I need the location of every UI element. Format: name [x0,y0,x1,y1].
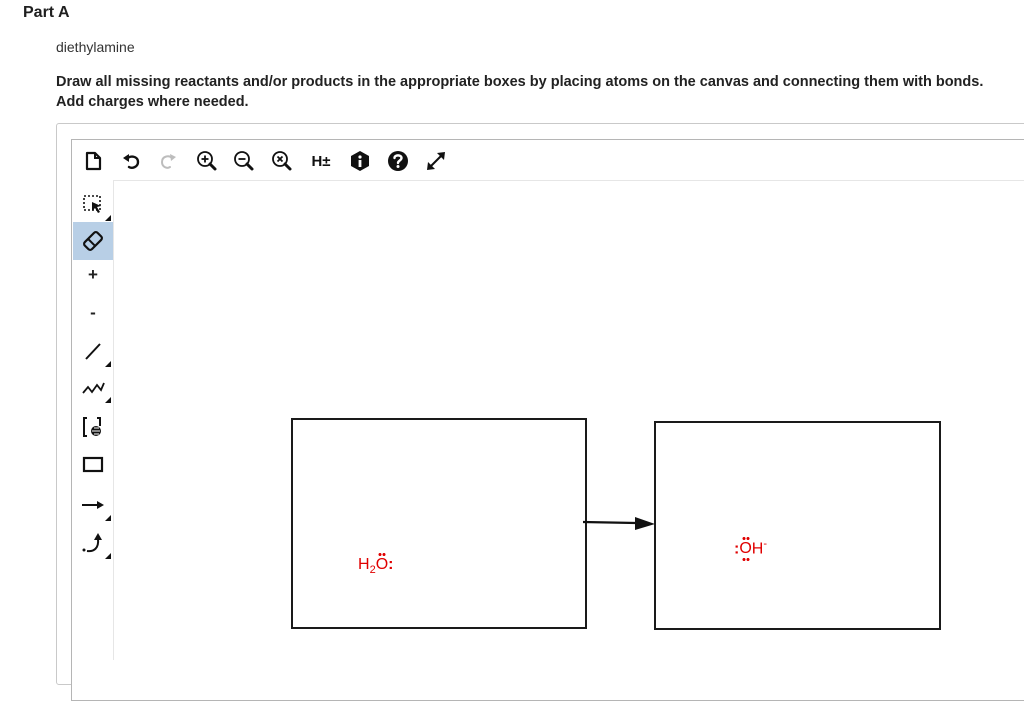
reaction-arrow-button[interactable] [73,486,113,524]
help-icon [386,149,410,173]
negative-charge-button[interactable] [73,294,113,332]
water-molecule[interactable] [358,556,393,576]
hydrogen-label: H [358,556,370,573]
hydroxide-ion[interactable] [734,538,767,558]
rectangle-tool-button[interactable] [73,446,113,484]
zoom-reset-button[interactable] [267,146,297,176]
zoom-in-icon [195,149,219,173]
submenu-indicator-icon [105,515,111,521]
drawing-canvas[interactable] [114,181,1024,661]
lone-pair: : [734,540,740,558]
eraser-icon [80,228,106,254]
eraser-tool-button[interactable] [73,222,113,260]
info-icon [348,149,372,173]
selection-tool-button[interactable] [73,186,113,224]
submenu-indicator-icon [105,553,111,559]
redo-icon [157,150,179,172]
explicit-hydrogens-button[interactable] [306,146,336,176]
charge-label: - [763,538,768,550]
curved-arrow-icon [80,530,106,556]
curved-arrow-button[interactable] [73,524,113,562]
fullscreen-button[interactable] [421,146,451,176]
hydrogen-label: H [751,540,764,558]
chain-icon [80,375,106,399]
submenu-indicator-icon [105,215,111,221]
single-bond-button[interactable] [73,332,113,370]
zoom-reset-icon [270,149,294,173]
fullscreen-icon [424,149,448,173]
template-icon [80,414,106,440]
oxygen-atom: O [375,556,389,573]
undo-button[interactable] [116,146,146,176]
top-toolbar [73,141,1024,181]
new-document-icon [82,150,104,172]
negative-charge-icon: - [90,303,96,322]
undo-icon [120,150,142,172]
oxygen-atom: O [739,540,752,558]
zoom-out-button[interactable] [229,146,259,176]
template-tool-button[interactable] [73,408,113,446]
new-document-button[interactable] [78,146,108,176]
selection-icon [81,193,105,217]
submenu-indicator-icon [105,397,111,403]
positive-charge-icon: + [88,265,98,284]
hydrogen-count: 2 [369,564,376,577]
product-box[interactable] [654,421,941,630]
positive-charge-button[interactable] [73,256,113,294]
reaction-arrow-icon [80,493,106,517]
explicit-hydrogens-icon: H± [311,152,331,170]
chain-tool-button[interactable] [73,368,113,406]
compound-name: diethylamine [56,39,135,55]
reactant-box[interactable] [291,418,587,629]
zoom-in-button[interactable] [192,146,222,176]
submenu-indicator-icon [105,361,111,367]
left-toolbar [73,180,114,660]
info-button[interactable] [345,146,375,176]
help-button[interactable] [383,146,413,176]
redo-button[interactable] [153,146,183,176]
reaction-arrow[interactable] [583,513,657,533]
instructions: Draw all missing reactants and/or products in the appropriate boxes by placing atoms on the canvas and connecting them with bonds. Add charges where needed. [56,74,984,110]
part-title: Part A [23,4,70,21]
zoom-out-icon [232,149,256,173]
single-bond-icon [81,339,105,363]
rectangle-icon [81,453,105,477]
lone-pair: : [388,556,394,573]
